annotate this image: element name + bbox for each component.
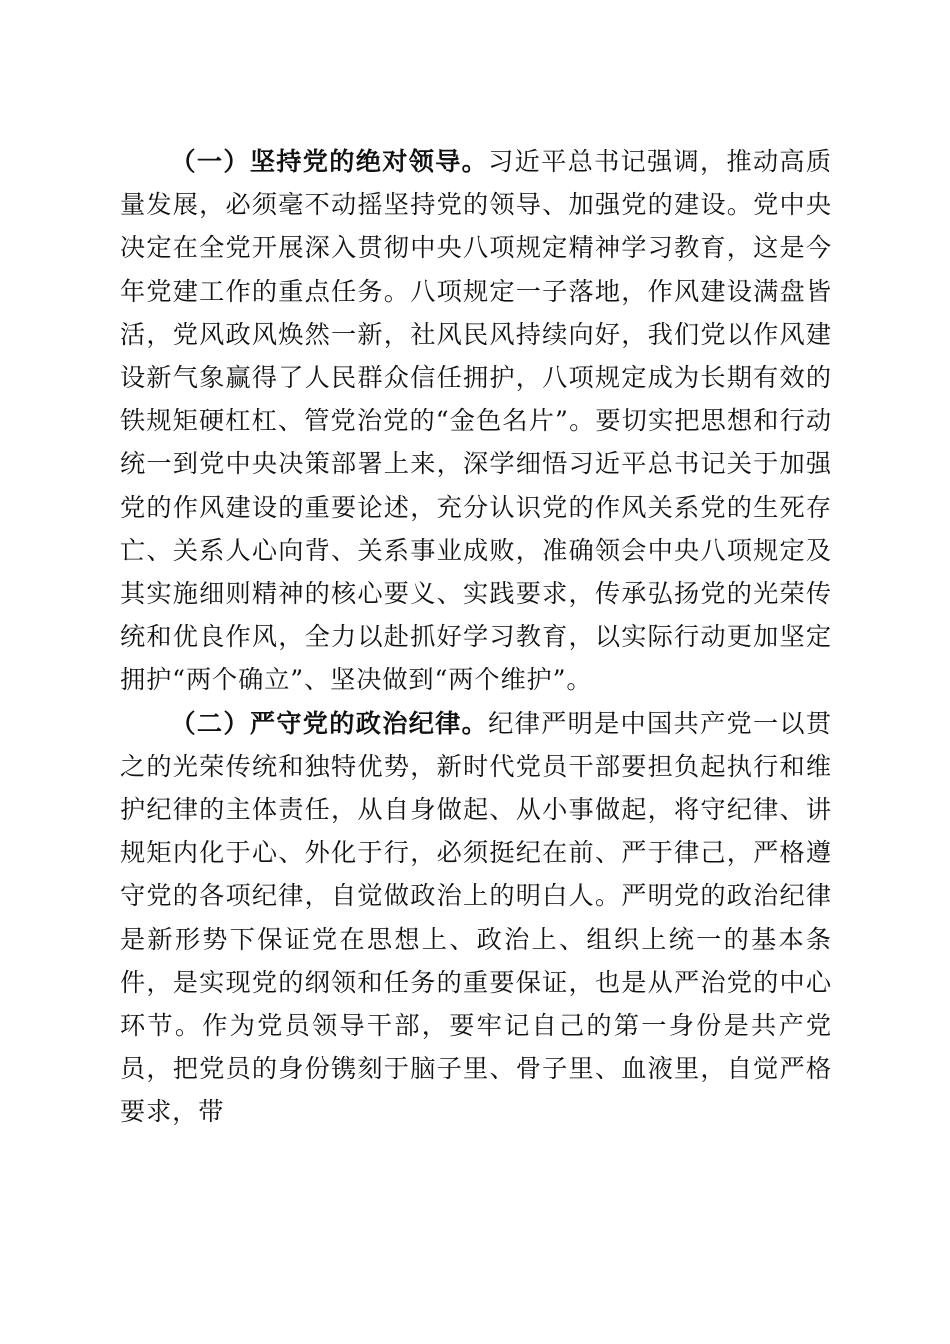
paragraph-2-heading: （二）严守党的政治纪律。 [170,708,489,738]
paragraph-2 [120,702,832,1134]
paragraph-2-text: 纪律严明是中国共产党一以贯之的光荣传统和独特优势，新时代党员干部要担负起执行和维护纪律的主体责任，从自身做起、从小事做起，将守纪律、讲规矩内化于心、外化于行，必须挺纪在前、严于律己，严格遵守党的各项纪律，自觉做政治上的明白人。严明党的政治纪律是新形势下保证党在思想上、政治上、组织上统一的基本条件，是实现党的纲领和任务的重要保证，也是从严治党的中心环节。作为党员领导干部，要牢记自己的第一身份是共产党员，把党员的身份镌刻于脑子里、骨子里、血液里，自觉严格要求，带 [120,708,832,1127]
document-body [120,140,832,1134]
paragraph-1-text: 习近平总书记强调，推动高质量发展，必须毫不动摇坚持党的领导、加强党的建设。党中央决定在全党开展深入贯彻中央八项规定精神学习教育，这是今年党建工作的重点任务。八项规定一子落地，作风建设满盘皆活，党风政风焕然一新，社风民风持续向好，我们党以作风建设新气象赢得了人民群众信任拥护，八项规定成为长期有效的铁规矩硬杠杠、管党治党的“金色名片”。要切实把思想和行动统一到党中央决策部署上来，深学细悟习近平总书记关于加强党的作风建设的重要论述，充分认识党的作风关系党的生死存亡、关系人心向背、关系事业成败，准确领会中央八项规定及其实施细则精神的核心要义、实践要求，传承弘扬党的光荣传统和优良作风，全力以赴抓好学习教育，以实际行动更加坚定拥护“两个确立”、坚决做到“两个维护”。 [120,147,832,695]
paragraph-1 [120,140,832,702]
paragraph-1-heading: （一）坚持党的绝对领导。 [170,147,489,176]
